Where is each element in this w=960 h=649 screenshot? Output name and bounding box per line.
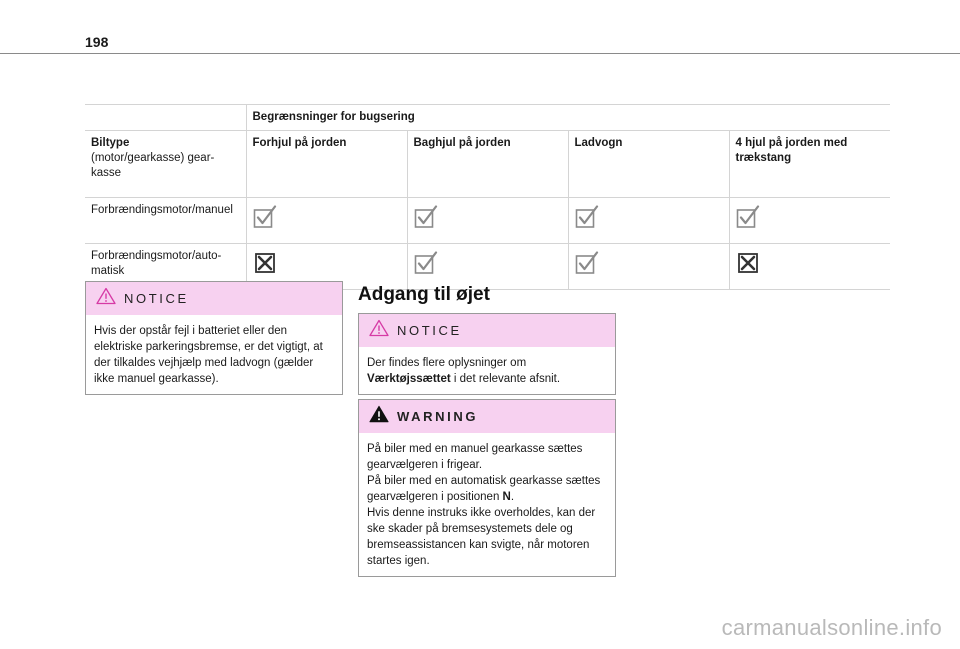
notice-label: NOTICE (397, 323, 462, 338)
notice-header (359, 314, 615, 347)
warning-line-auto-end: . (510, 491, 515, 503)
notice-text-end: i det relevante afsnit. (450, 373, 561, 385)
column-header: Baghjul på jorden (407, 131, 568, 198)
column-header-vehicle-type (85, 131, 246, 198)
warning-text (359, 433, 615, 576)
warning-outline-icon (369, 319, 389, 342)
checkbox-checked-icon (736, 205, 760, 234)
checkbox-checked-icon (414, 205, 438, 234)
checkbox-checked-icon (575, 205, 599, 234)
column-header: Forhjul på jorden (246, 131, 407, 198)
checkbox-crossed-icon (736, 251, 760, 280)
table-corner-cell (85, 105, 246, 131)
warning-outline-icon (96, 287, 116, 310)
vehicle-type-label: Biltype (91, 137, 130, 149)
column-header: Ladvogn (568, 131, 729, 198)
page-number: 198 (85, 34, 109, 50)
table-title-row (85, 105, 890, 131)
notice-label: NOTICE (124, 291, 189, 306)
table-header-row (85, 131, 890, 198)
section-title: Adgang til øjet (358, 284, 490, 305)
table-row (85, 198, 890, 244)
checkbox-checked-icon (253, 205, 277, 234)
notice-box-toolkit (358, 313, 616, 395)
notice-text-start: Der findes flere oplysninger om (367, 357, 527, 369)
gear-position-n: N (502, 491, 511, 503)
warning-header (359, 400, 615, 433)
mark-cell (729, 198, 890, 244)
table-title: Begrænsninger for bugsering (246, 105, 890, 131)
notice-box-battery (85, 281, 343, 395)
warning-line-auto: På biler med en automatisk gearkasse sættes gearvælgeren i positionen (367, 475, 601, 503)
warning-line-consequence: Hvis denne instruks ikke overholdes, kan der ske skader på bremsesystemets dele og bremseassistancen kan svigte, når motoren startes igen. (367, 507, 596, 567)
warning-label: WARNING (397, 409, 479, 424)
mark-cell (407, 244, 568, 290)
warning-filled-icon (369, 405, 389, 428)
notice-header (86, 282, 342, 315)
checkbox-crossed-icon (253, 251, 277, 280)
row-label: Forbrændingsmotor/manuel (85, 198, 246, 244)
toolkit-term: Værktøjssættet (367, 373, 451, 385)
warning-box (358, 399, 616, 577)
vehicle-type-sublabel: (motor/gearkasse) gear-kasse (91, 152, 215, 179)
checkbox-checked-icon (575, 251, 599, 280)
header-divider (0, 53, 960, 54)
towing-limits-table (85, 104, 890, 290)
mark-cell (568, 198, 729, 244)
checkbox-checked-icon (414, 251, 438, 280)
mark-cell (729, 244, 890, 290)
mark-cell (407, 198, 568, 244)
warning-line-manual: På biler med en manuel gearkasse sættes gearvælgeren i frigear. (367, 443, 583, 471)
mark-cell (246, 198, 407, 244)
notice-text: Hvis der opstår fejl i batteriet eller den elektriske parkeringsbremse, er det vigtigt, at der tilkaldes vejhjælp med ladvogn (gælder ikke manuel gearkasse). (94, 325, 323, 385)
notice-text (359, 347, 615, 394)
mark-cell (568, 244, 729, 290)
row-label: Forbrændingsmotor/auto-matisk (85, 244, 246, 290)
watermark: carmanualsonline.info (721, 615, 942, 640)
column-header: 4 hjul på jorden med trækstang (729, 131, 890, 198)
